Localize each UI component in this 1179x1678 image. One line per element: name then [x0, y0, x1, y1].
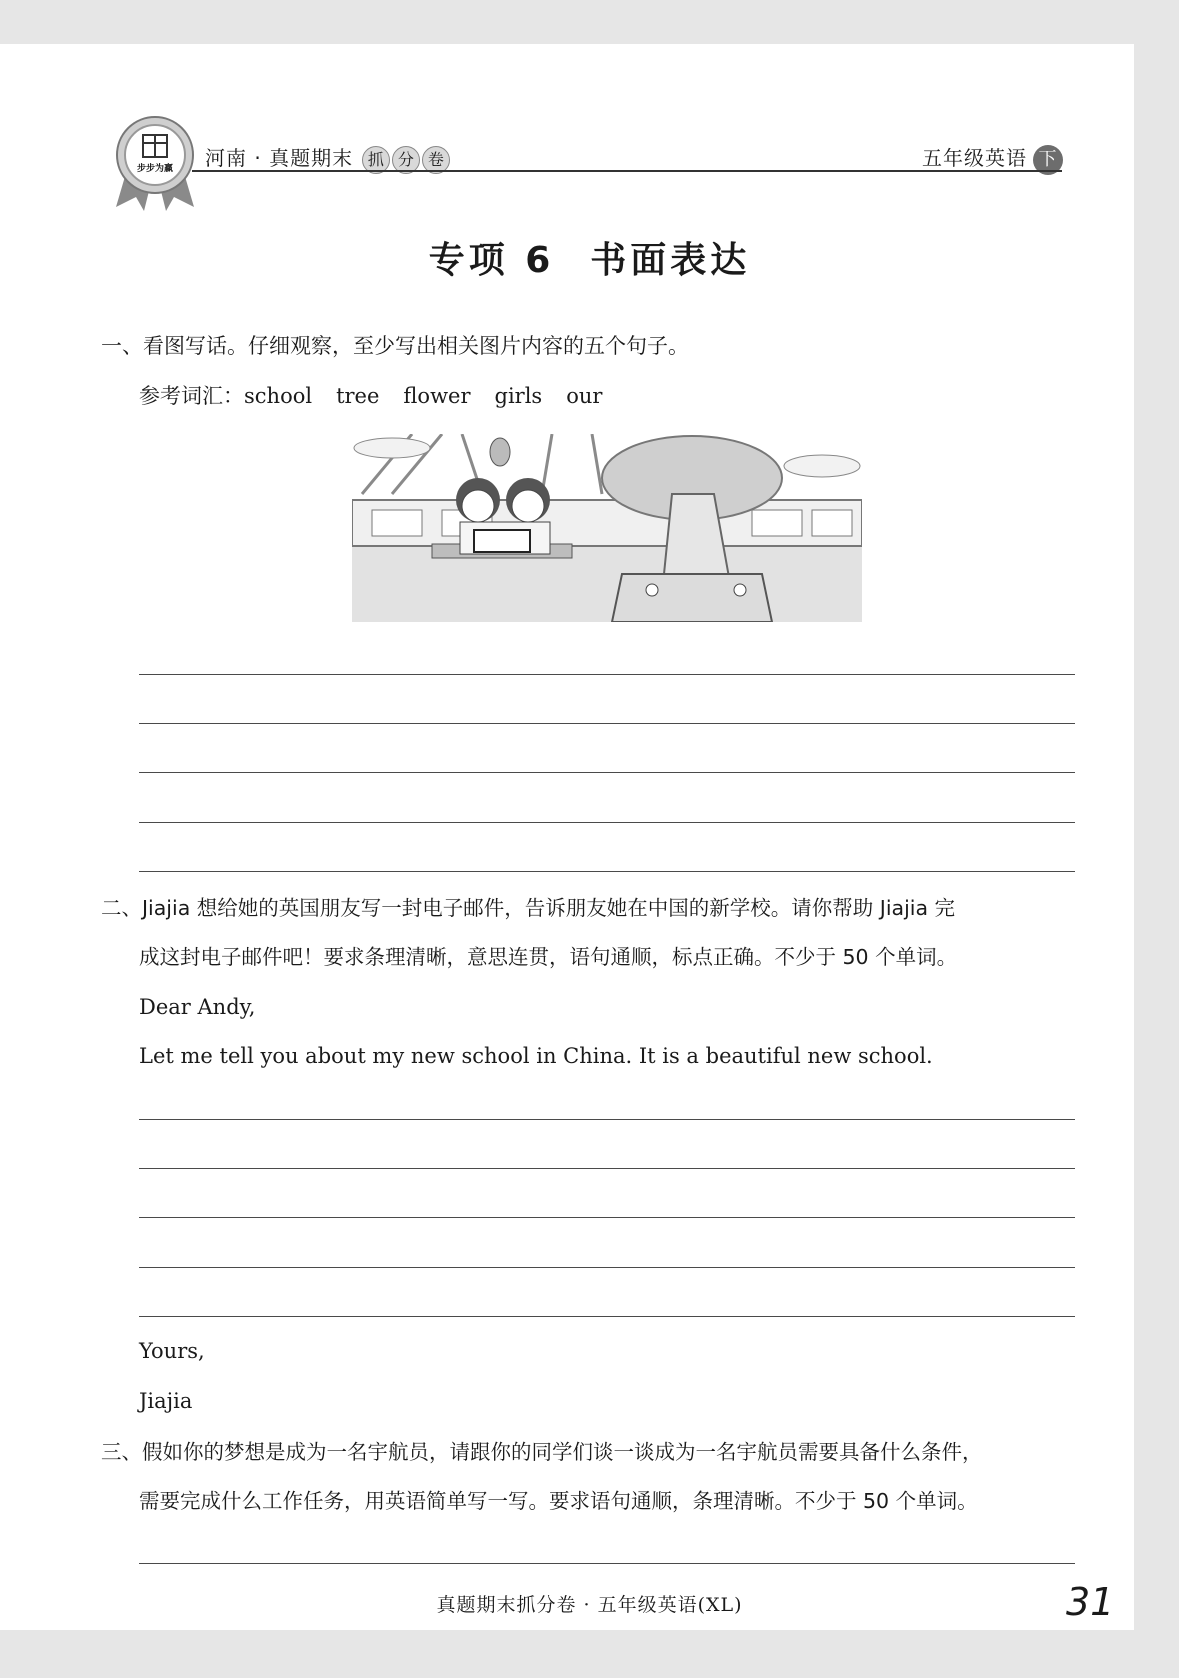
header-volume-badge: 下	[1033, 145, 1063, 175]
illustration-girls-reading-icon	[352, 434, 862, 622]
page-number: 31	[1066, 1580, 1115, 1624]
title-part-1: 专项 6	[428, 240, 555, 281]
page-title	[0, 232, 1179, 283]
answer-line[interactable]	[139, 1217, 1075, 1218]
q1-vocab	[139, 381, 626, 411]
answer-line[interactable]	[139, 1267, 1075, 1268]
q3-prompt-line-1: 三、假如你的梦想是成为一名宇航员，请跟你的同学们谈一谈成为一名宇航员需要具备什么条件，	[101, 1440, 983, 1464]
answer-line[interactable]	[139, 1316, 1075, 1317]
q1-prompt: 一、看图写话。仔细观察，至少写出相关图片内容的五个句子。	[101, 334, 689, 358]
answer-line[interactable]	[139, 723, 1075, 724]
q3-prompt-line-2: 需要完成什么工作任务，用英语简单写一写。要求语句通顺，条理清晰。不少于 50 个单词。	[139, 1489, 978, 1513]
header-circle-2: 分	[392, 146, 420, 174]
vocab-label: 参考词汇：	[139, 384, 244, 408]
answer-line[interactable]	[139, 1563, 1075, 1564]
title-part-2: 书面表达	[590, 240, 751, 281]
vocab-word: flower	[403, 384, 471, 408]
vocab-word: girls	[494, 384, 543, 408]
header-series: 河南 · 真题期末	[205, 146, 354, 170]
answer-line[interactable]	[139, 822, 1075, 823]
header-circle-3: 卷	[422, 146, 450, 174]
letter-greeting: Dear Andy,	[139, 995, 256, 1019]
vocab-word: school	[244, 384, 313, 408]
answer-line[interactable]	[139, 1119, 1075, 1120]
letter-closing: Yours,	[139, 1339, 205, 1363]
answer-line[interactable]	[139, 871, 1075, 872]
q2-prompt-line-1: 二、Jiajia 想给她的英国朋友写一封电子邮件，告诉朋友她在中国的新学校。请你帮助 Jiajia 完	[101, 896, 956, 920]
letter-signature: Jiajia	[139, 1389, 193, 1413]
answer-line[interactable]	[139, 1168, 1075, 1169]
letter-opening: Let me tell you about my new school in China. It is a beautiful new school.	[139, 1044, 933, 1068]
vocab-word: tree	[336, 384, 380, 408]
answer-line[interactable]	[139, 772, 1075, 773]
footer-text: 真题期末抓分卷 · 五年级英语(XL)	[436, 1594, 743, 1616]
header-divider	[192, 170, 1062, 172]
logo-badge-text: 步步为赢	[136, 164, 173, 174]
q2-prompt-line-2: 成这封电子邮件吧！要求条理清晰，意思连贯，语句通顺，标点正确。不少于 50 个单词。	[139, 945, 958, 969]
header-circle-1: 抓	[362, 146, 390, 174]
vocab-word: our	[566, 384, 603, 408]
answer-line[interactable]	[139, 674, 1075, 675]
header-grade: 五年级英语	[922, 146, 1027, 170]
